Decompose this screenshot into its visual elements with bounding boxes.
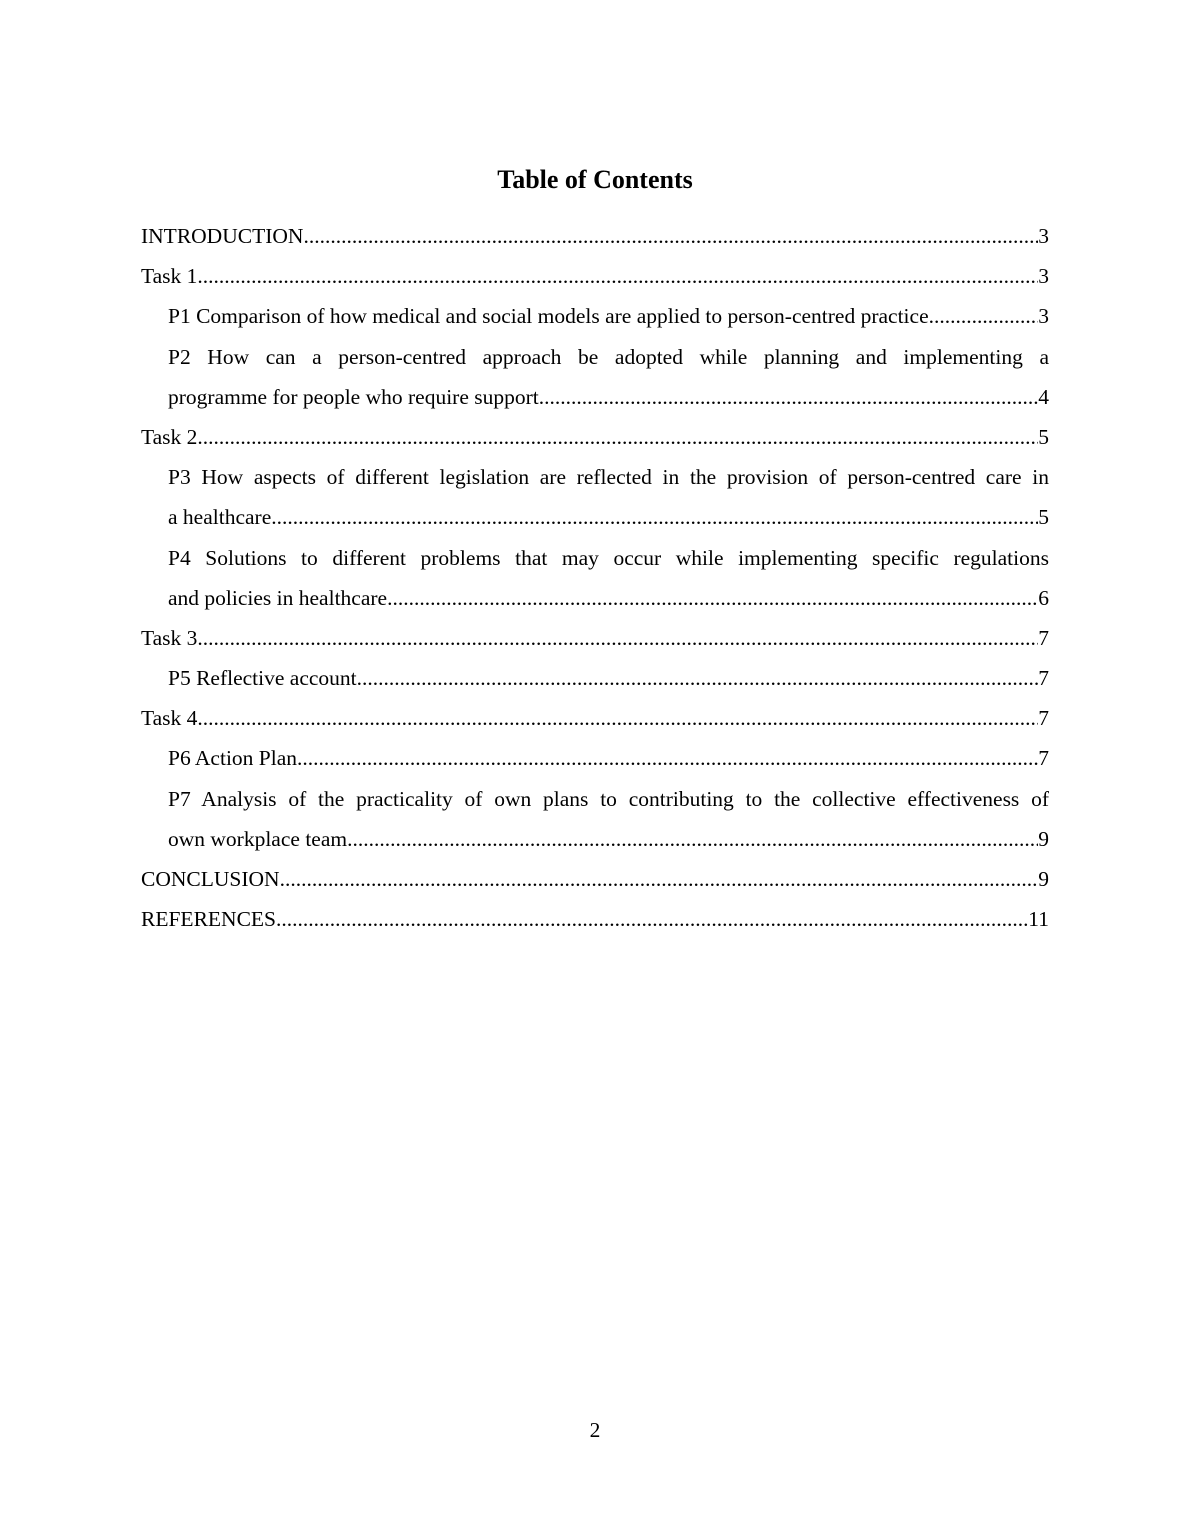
toc-entry-page-number: 7 (1038, 746, 1049, 771)
toc-entry-line (168, 296, 1049, 336)
toc-entry-title: Task 1 (141, 264, 198, 289)
toc-entry-line (141, 899, 1049, 939)
toc-entry-text-line: P4 Solutions to different problems that may occur while implementing specific regulations (168, 545, 1049, 570)
toc-entry[interactable] (141, 859, 1049, 899)
toc-entry[interactable] (141, 899, 1049, 939)
toc-entry-line (168, 578, 1049, 618)
toc-entry[interactable] (168, 779, 1049, 859)
dot-leader (197, 417, 1038, 457)
toc-entry-page-number: 7 (1038, 666, 1049, 691)
toc-entry-page-number: 9 (1038, 867, 1049, 891)
dot-leader (271, 497, 1038, 537)
toc-entry-text-line: P7 Analysis of the practicality of own plans to contributing to the collective effectiveness of (168, 786, 1049, 811)
toc-entry-line (141, 417, 1049, 457)
toc-entry-page-number: 7 (1038, 625, 1049, 650)
toc-entry[interactable] (168, 738, 1049, 778)
toc-entry-title: CONCLUSION (141, 867, 280, 891)
toc-entry-text-line: P2 How can a person-centred approach be adopted while planning and implementing a (168, 344, 1049, 369)
toc-entry-title: Task 2 (141, 424, 198, 449)
toc-entry-line (168, 738, 1049, 778)
toc-entry-page-number: 5 (1038, 424, 1049, 449)
toc-entry-line (141, 698, 1049, 738)
toc-entry[interactable] (168, 538, 1049, 618)
dot-leader (539, 377, 1038, 417)
toc-entry[interactable] (141, 256, 1049, 296)
toc-entry-page-number: 4 (1038, 384, 1049, 409)
dot-leader (297, 738, 1038, 778)
dot-leader (387, 578, 1038, 618)
dot-leader (276, 899, 1028, 939)
toc-entry[interactable] (168, 337, 1049, 417)
toc-entry-line (168, 377, 1049, 417)
dot-leader (197, 256, 1038, 296)
toc-entry-page-number: 5 (1038, 505, 1049, 530)
toc-entry[interactable] (141, 618, 1049, 658)
toc-entry-title: P5 Reflective account (168, 666, 357, 691)
toc-entry-line (168, 497, 1049, 537)
toc-entry[interactable] (168, 658, 1049, 698)
dot-leader (357, 658, 1039, 698)
toc-entry-page-number: 6 (1038, 585, 1049, 610)
toc-entry-title: Task 4 (141, 706, 198, 731)
toc-entry-text-line: P3 How aspects of different legislation are reflected in the provision of person-centred care in (168, 465, 1049, 490)
toc-entry[interactable] (168, 457, 1049, 537)
toc-entry-page-number: 3 (1038, 304, 1049, 329)
toc-entry-line (141, 859, 1049, 899)
toc-entry[interactable] (168, 296, 1049, 336)
page-number: 2 (589, 1418, 601, 1442)
toc-entry-line (141, 618, 1049, 658)
toc-entry-title: programme for people who require support (168, 384, 539, 409)
toc-entry-title: P1 Comparison of how medical and social models are applied to person-centred practice (168, 304, 929, 329)
dot-leader (280, 859, 1039, 899)
dot-leader (303, 216, 1038, 256)
toc-entry-line (168, 658, 1049, 698)
table-of-contents (141, 216, 1049, 939)
toc-entry-title: a healthcare (168, 505, 272, 530)
toc-entry-title: INTRODUCTION (141, 224, 304, 248)
toc-entry-title: REFERENCES (141, 907, 276, 932)
toc-entry-page-number: 11 (1028, 907, 1049, 932)
toc-entry-page-number: 9 (1038, 826, 1049, 851)
dot-leader (347, 819, 1038, 859)
toc-entry-title: Task 3 (141, 625, 198, 650)
toc-entry[interactable] (141, 417, 1049, 457)
toc-entry-page-number: 7 (1038, 706, 1049, 731)
toc-entry[interactable] (141, 216, 1049, 256)
toc-entry-title: P6 Action Plan (168, 746, 298, 771)
toc-entry-line (168, 819, 1049, 859)
toc-entry-page-number: 3 (1038, 224, 1049, 248)
dot-leader (197, 618, 1038, 658)
toc-title: Table of Contents (497, 165, 693, 194)
toc-entry-title: own workplace team (168, 826, 348, 851)
toc-entry-line (141, 256, 1049, 296)
toc-entry-title: and policies in healthcare (168, 585, 388, 610)
dot-leader (929, 296, 1039, 336)
dot-leader (197, 698, 1038, 738)
toc-entry-page-number: 3 (1038, 264, 1049, 289)
toc-entry[interactable] (141, 698, 1049, 738)
toc-entry-line (141, 216, 1049, 256)
